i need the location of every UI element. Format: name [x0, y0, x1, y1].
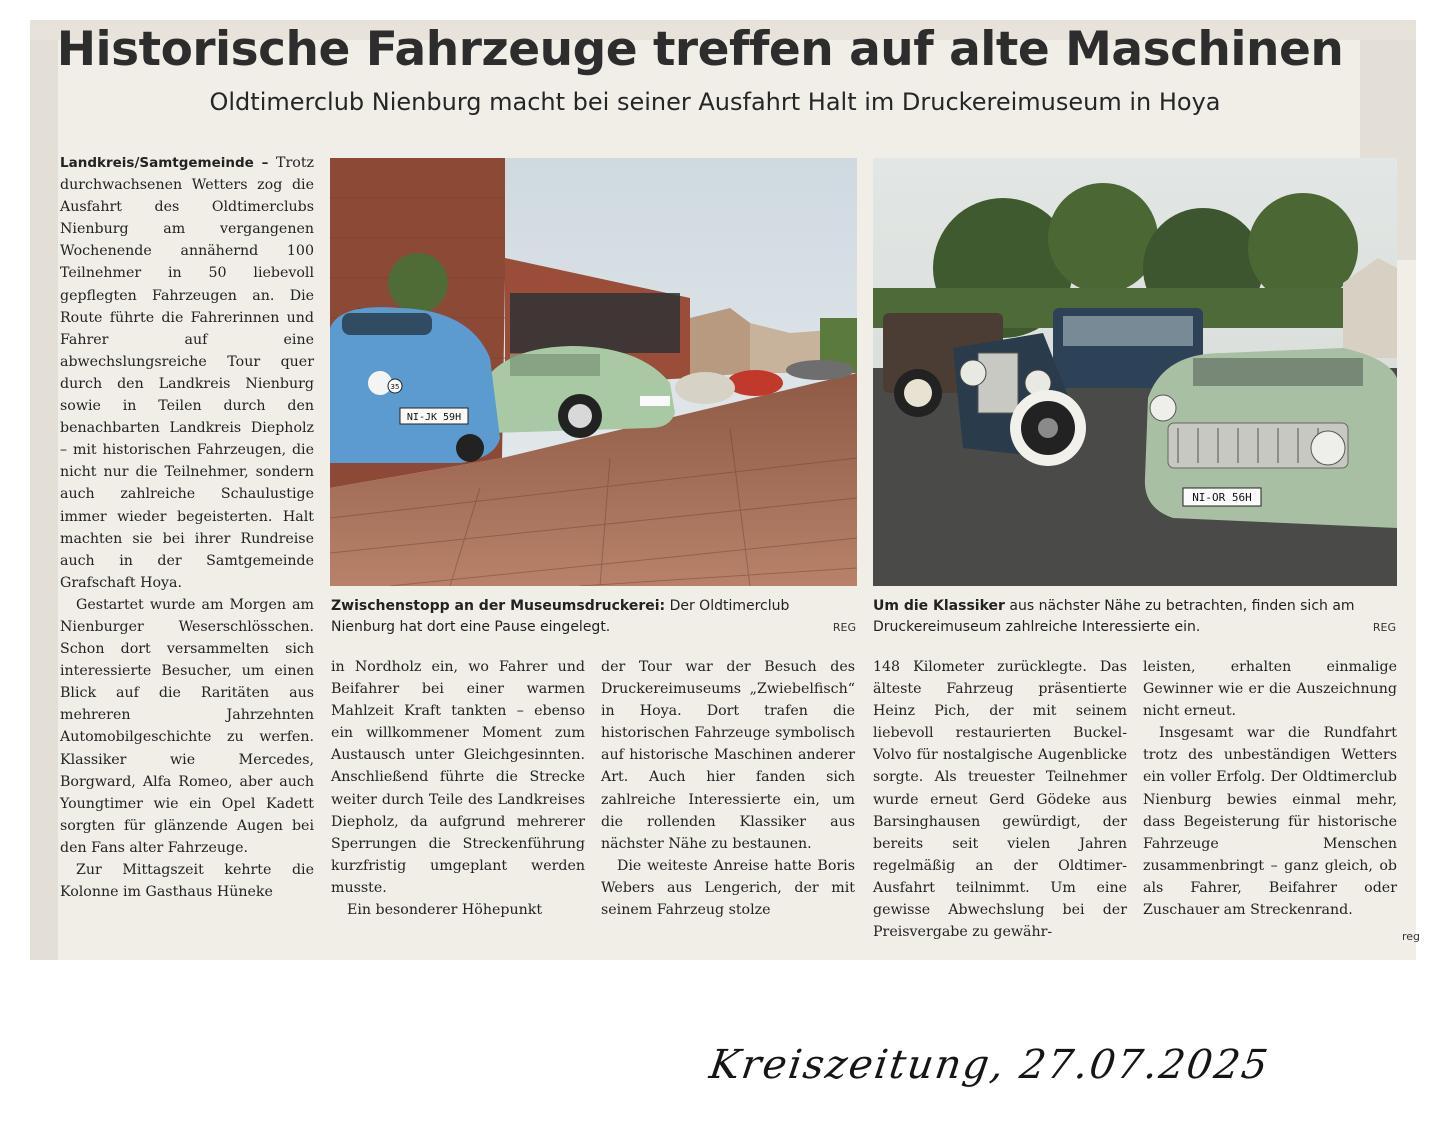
body-paragraph: der Tour war der Besuch des Druckereimuseums „Zwiebelfisch“ in Hoya. Dort trafen die historischen Fahrzeuge symbolisch auf historische Maschinen anderer Art. Auch hier fanden sich zahlreiche Interessierte ein, um die rollenden Klassiker aus nächster Nähe zu bestaunen. [601, 659, 855, 852]
photo-museum-printing-illustration [330, 158, 857, 586]
article-column-2 [331, 656, 585, 921]
article-column-1 [60, 152, 314, 903]
white-coupe [675, 372, 735, 404]
caption-right [873, 596, 1396, 638]
photo-credit: REG [1372, 621, 1396, 634]
rally-number: 35 [390, 383, 400, 391]
handwritten-source-note: Kreiszeitung, 27.07.2025 [706, 1042, 1273, 1088]
caption-lead: Zwischenstopp an der Museumsdruckerei: [331, 598, 666, 614]
left-edge-bleed [30, 20, 58, 960]
body-paragraph: Gestartet wurde am Morgen am Nienburger Weserschlösschen. Schon dort versammelten sich interessierte Besucher, um einen Blick auf die Raritäten aus mehreren Jahrzehnten Automobilgeschichte zu werfen. Klassiker wie Mercedes, Borgward, Alfa Romeo, aber auch Youngtimer wie ein Opel Kadett sorgten für glänzende Augen bei den Fans alter Fahrzeuge. [60, 596, 314, 856]
plate-text: NI-OR 56H [1192, 491, 1252, 504]
article-column-4 [873, 656, 1127, 943]
body-paragraph: 148 Kilometer zurücklegte. Das älteste Fahrzeug präsentierte Heinz Pich, der mit seinem liebevoll restaurierten Buckel-Volvo für nostalgische Augenblicke sorgte. Als treuester Teilnehmer wurde erneut Gerd Gödeke aus Barsinghausen gewürdigt, der bereits seit vielen Jahren regelmäßig an der Oldtimer-Ausfahrt teilnimmt. Um eine gewisse Abwechslung bei der Preisvergabe zu gewähr- [873, 659, 1127, 941]
body-paragraph: Die weiteste Anreise hatte Boris Webers aus Lengerich, der mit seinem Fahrzeug stolze [601, 857, 855, 919]
license-plate [1183, 488, 1261, 506]
caption-lead: Um die Klassiker [873, 598, 1005, 614]
headline: Historische Fahrzeuge treffen auf alte Maschinen [56, 22, 1344, 77]
license-plate [400, 408, 468, 424]
subheadline: Oldtimerclub Nienburg macht bei seiner Ausfahrt Halt im Druckereimuseum in Hoya [209, 88, 1221, 116]
tree [388, 253, 448, 313]
photo-credit: REG [832, 621, 856, 634]
dateline: Landkreis/Samtgemeinde – [60, 155, 269, 171]
body-paragraph: Zur Mittagszeit kehrte die Kolonne im Gasthaus Hüneke [60, 862, 314, 901]
body-paragraph: Trotz durchwachsenen Wetters zog die Ausfahrt des Oldtimerclubs Nienburg am vergangenen Wochenende annähernd 100 Teilnehmer in 50 liebevoll gepflegten Fahrzeugen an. Die Route führte die Fahrerinnen und Fahrer auf eine abwechslungsreiche Tour quer durch den Landkreis Nienburg sowie in Teilen durch den benachbarten Landkreis Diepholz – mit historischen Fahrzeugen, die nicht nur die Teilnehmer, sondern auch zahlreiche Schaulustige immer wieder begeisterten. Halt machten sie bei ihrer Rundreise auch in der Samtgemeinde Grafschaft Hoya. [60, 155, 315, 591]
photo-classic-cars [873, 158, 1397, 586]
plate-text: NI-JK 59H [406, 412, 462, 423]
body-paragraph: Insgesamt war die Rundfahrt trotz des unbeständigen Wetters ein voller Erfolg. Der Oldtimerclub Nienburg bewies einmal mehr, dass Begeisterung für historische Fahrzeuge Menschen zusammenbringt – ganz gleich, ob als Fahrer, Beifahrer oder Zuschauer am Streckenrand. [1143, 725, 1397, 919]
photo-museum-printing [330, 158, 857, 586]
article-column-5 [1143, 656, 1397, 921]
article-column-3 [601, 656, 855, 921]
photo-classic-cars-illustration [873, 158, 1397, 586]
caption-text: aus nächster Nähe zu betrachten, finden sich am Druckereimuseum zahlreiche Interessierte ein. [873, 598, 1355, 635]
body-paragraph: in Nordholz ein, wo Fahrer und Beifahrer bei einer warmen Mahlzeit Kraft tankten – ebenso ein willkommener Moment zum Austausch unter Gleichgesinnten. Anschließend führte die Strecke weiter durch Teile des Landkreises Diepholz, da aufgrund mehrerer Sperrungen die Streckenführung kurzfristig umgeplant werden musste. [331, 659, 585, 896]
caption-left [331, 596, 856, 638]
red-roadster [727, 370, 783, 396]
body-paragraph: leisten, erhalten einmalige Gewinner wie er die Auszeichnung nicht erneut. [1143, 659, 1397, 720]
caption-text: Der Oldtimerclub Nienburg hat dort eine Pause eingelegt. [331, 598, 790, 635]
author-tag: reg [1402, 930, 1421, 943]
body-paragraph: Ein besonderer Höhepunkt [347, 902, 543, 919]
